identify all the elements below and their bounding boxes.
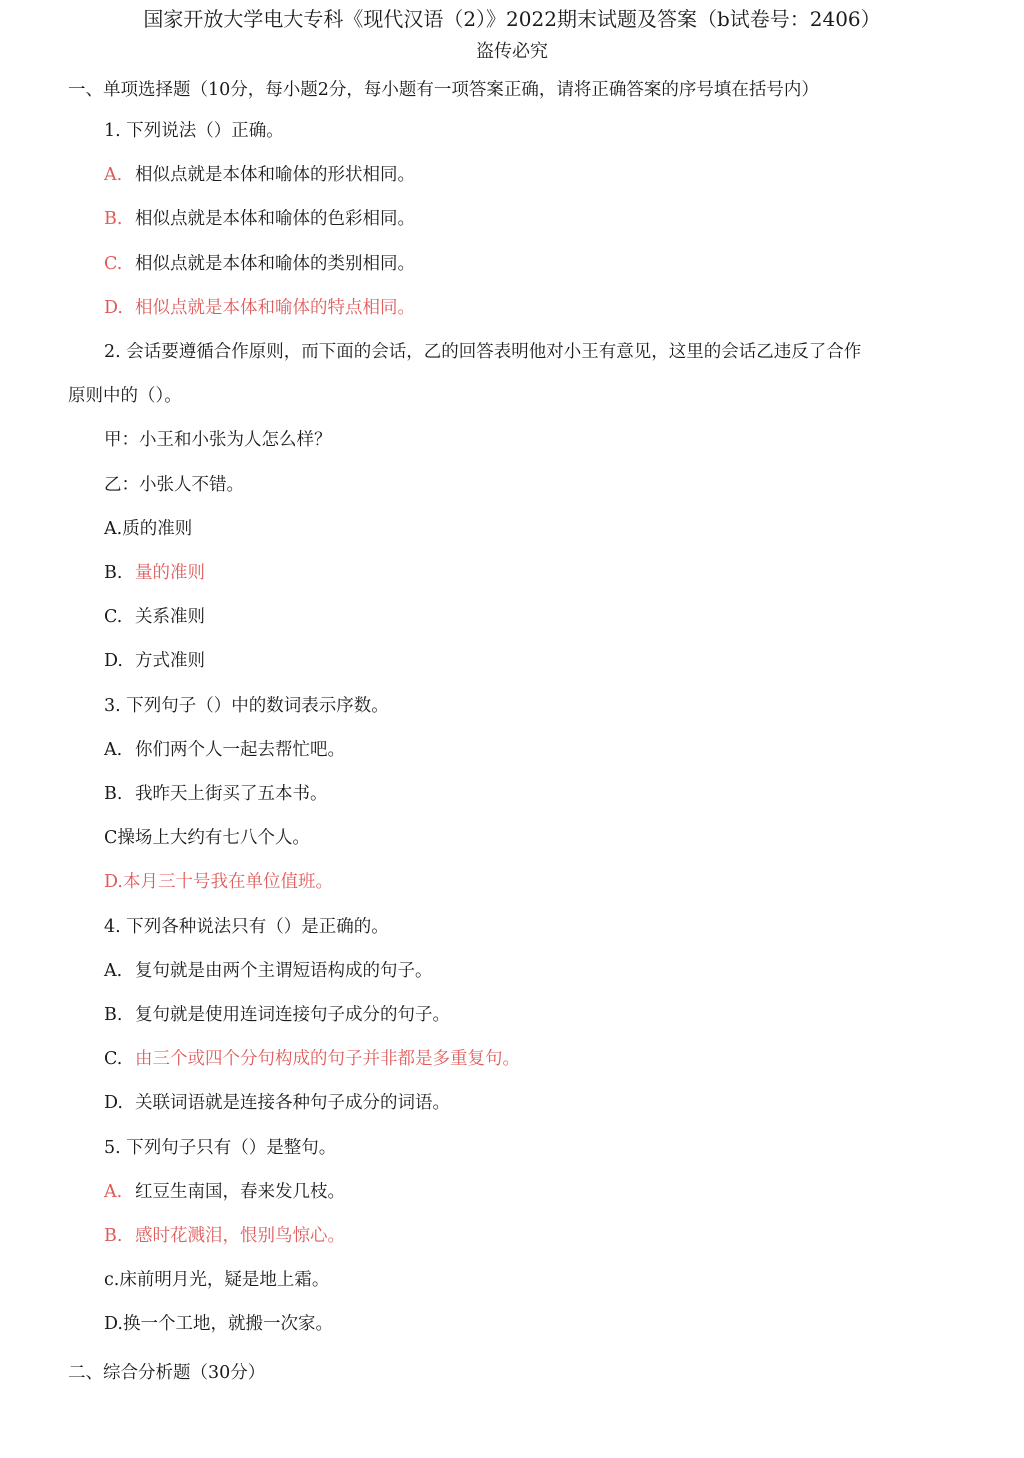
question-3-option-a	[104, 738, 345, 762]
question-4-option-a	[104, 959, 433, 983]
option-label: B.	[104, 1226, 123, 1246]
option-text: 关联词语就是连接各种句子成分的词语。	[135, 1093, 450, 1113]
question-5-option-b-answer	[104, 1224, 345, 1248]
question-1-option-d-answer	[104, 296, 415, 320]
option-text: 相似点就是本体和喻体的形状相同。	[135, 165, 415, 185]
question-3-stem: 3. 下列句子（）中的数词表示序数。	[104, 696, 389, 716]
option-text: 红豆生南国，春来发几枝。	[135, 1182, 345, 1202]
question-2-dialog-line-1: 甲：小王和小张为人怎么样？	[104, 430, 332, 450]
question-4-stem: 4. 下列各种说法只有（）是正确的。	[104, 917, 389, 937]
section-1-heading: 一、单项选择题（10分，每小题2分，每小题有一项答案正确，请将正确答案的序号填在括号内）	[68, 80, 819, 100]
option-label: C.	[104, 607, 123, 627]
question-2-option-d	[104, 649, 205, 673]
option-label: B.	[104, 784, 123, 804]
option-text-answer: 由三个或四个分句构成的句子并非都是多重复句。	[135, 1049, 520, 1069]
question-4-option-d	[104, 1091, 450, 1115]
question-5-option-a	[104, 1180, 345, 1204]
option-label: A.	[104, 1182, 123, 1202]
option-label: A.	[104, 961, 123, 981]
option-label: C.	[104, 254, 123, 274]
question-2-option-b	[104, 561, 205, 585]
document-subtitle: 盗传必究	[476, 41, 548, 62]
option-text: 相似点就是本体和喻体的色彩相同。	[135, 209, 415, 229]
question-4-option-c	[104, 1047, 520, 1071]
option-text: 相似点就是本体和喻体的类别相同。	[135, 254, 415, 274]
option-label: B.	[104, 209, 123, 229]
question-1-option-a	[104, 163, 415, 187]
option-label: A.	[104, 740, 123, 760]
question-2-option-a: A.质的准则	[104, 519, 193, 539]
document-title: 国家开放大学电大专科《现代汉语（2）》2022期末试题及答案（b试卷号：2406）	[143, 7, 881, 31]
option-text-answer: 量的准则	[135, 563, 205, 583]
option-label: D.	[104, 651, 123, 671]
option-label: D.	[104, 298, 123, 318]
question-5-stem: 5. 下列句子只有（）是整句。	[104, 1138, 337, 1158]
option-text: 方式准则	[135, 651, 205, 671]
option-text: 关系准则	[135, 607, 205, 627]
option-text: 相似点就是本体和喻体的特点相同。	[135, 298, 415, 318]
option-text: 你们两个人一起去帮忙吧。	[135, 740, 345, 760]
option-label: B.	[104, 563, 123, 583]
question-5-option-d: D.换一个工地，就搬一次家。	[104, 1314, 333, 1334]
option-label: B.	[104, 1005, 123, 1025]
option-text: 复句就是由两个主谓短语构成的句子。	[135, 961, 433, 981]
question-3-option-d-answer: D.本月三十号我在单位值班。	[104, 872, 333, 892]
question-1-option-c	[104, 252, 415, 276]
question-2-stem-continued: 原则中的（）。	[68, 386, 182, 406]
question-1-option-b	[104, 207, 415, 231]
option-text: 我昨天上街买了五本书。	[135, 784, 328, 804]
question-2-option-c	[104, 605, 205, 629]
question-4-option-b	[104, 1003, 450, 1027]
option-label: C.	[104, 1049, 123, 1069]
option-text: 复句就是使用连词连接句子成分的句子。	[135, 1005, 450, 1025]
section-2-heading: 二、综合分析题（30分）	[68, 1363, 266, 1383]
option-label: D.	[104, 1093, 123, 1113]
question-3-option-b	[104, 782, 328, 806]
question-1-stem: 1. 下列说法（）正确。	[104, 121, 284, 141]
question-5-option-c: c.床前明月光，疑是地上霜。	[104, 1270, 330, 1290]
option-label: A.	[104, 165, 123, 185]
option-text: 感时花溅泪，恨别鸟惊心。	[135, 1226, 345, 1246]
question-2-stem: 2. 会话要遵循合作原则，而下面的会话，乙的回答表明他对小王有意见，这里的会话乙违反了合作	[104, 342, 862, 362]
question-3-option-c: C操场上大约有七八个人。	[104, 828, 310, 848]
question-2-dialog-line-2: 乙：小张人不错。	[104, 475, 244, 495]
